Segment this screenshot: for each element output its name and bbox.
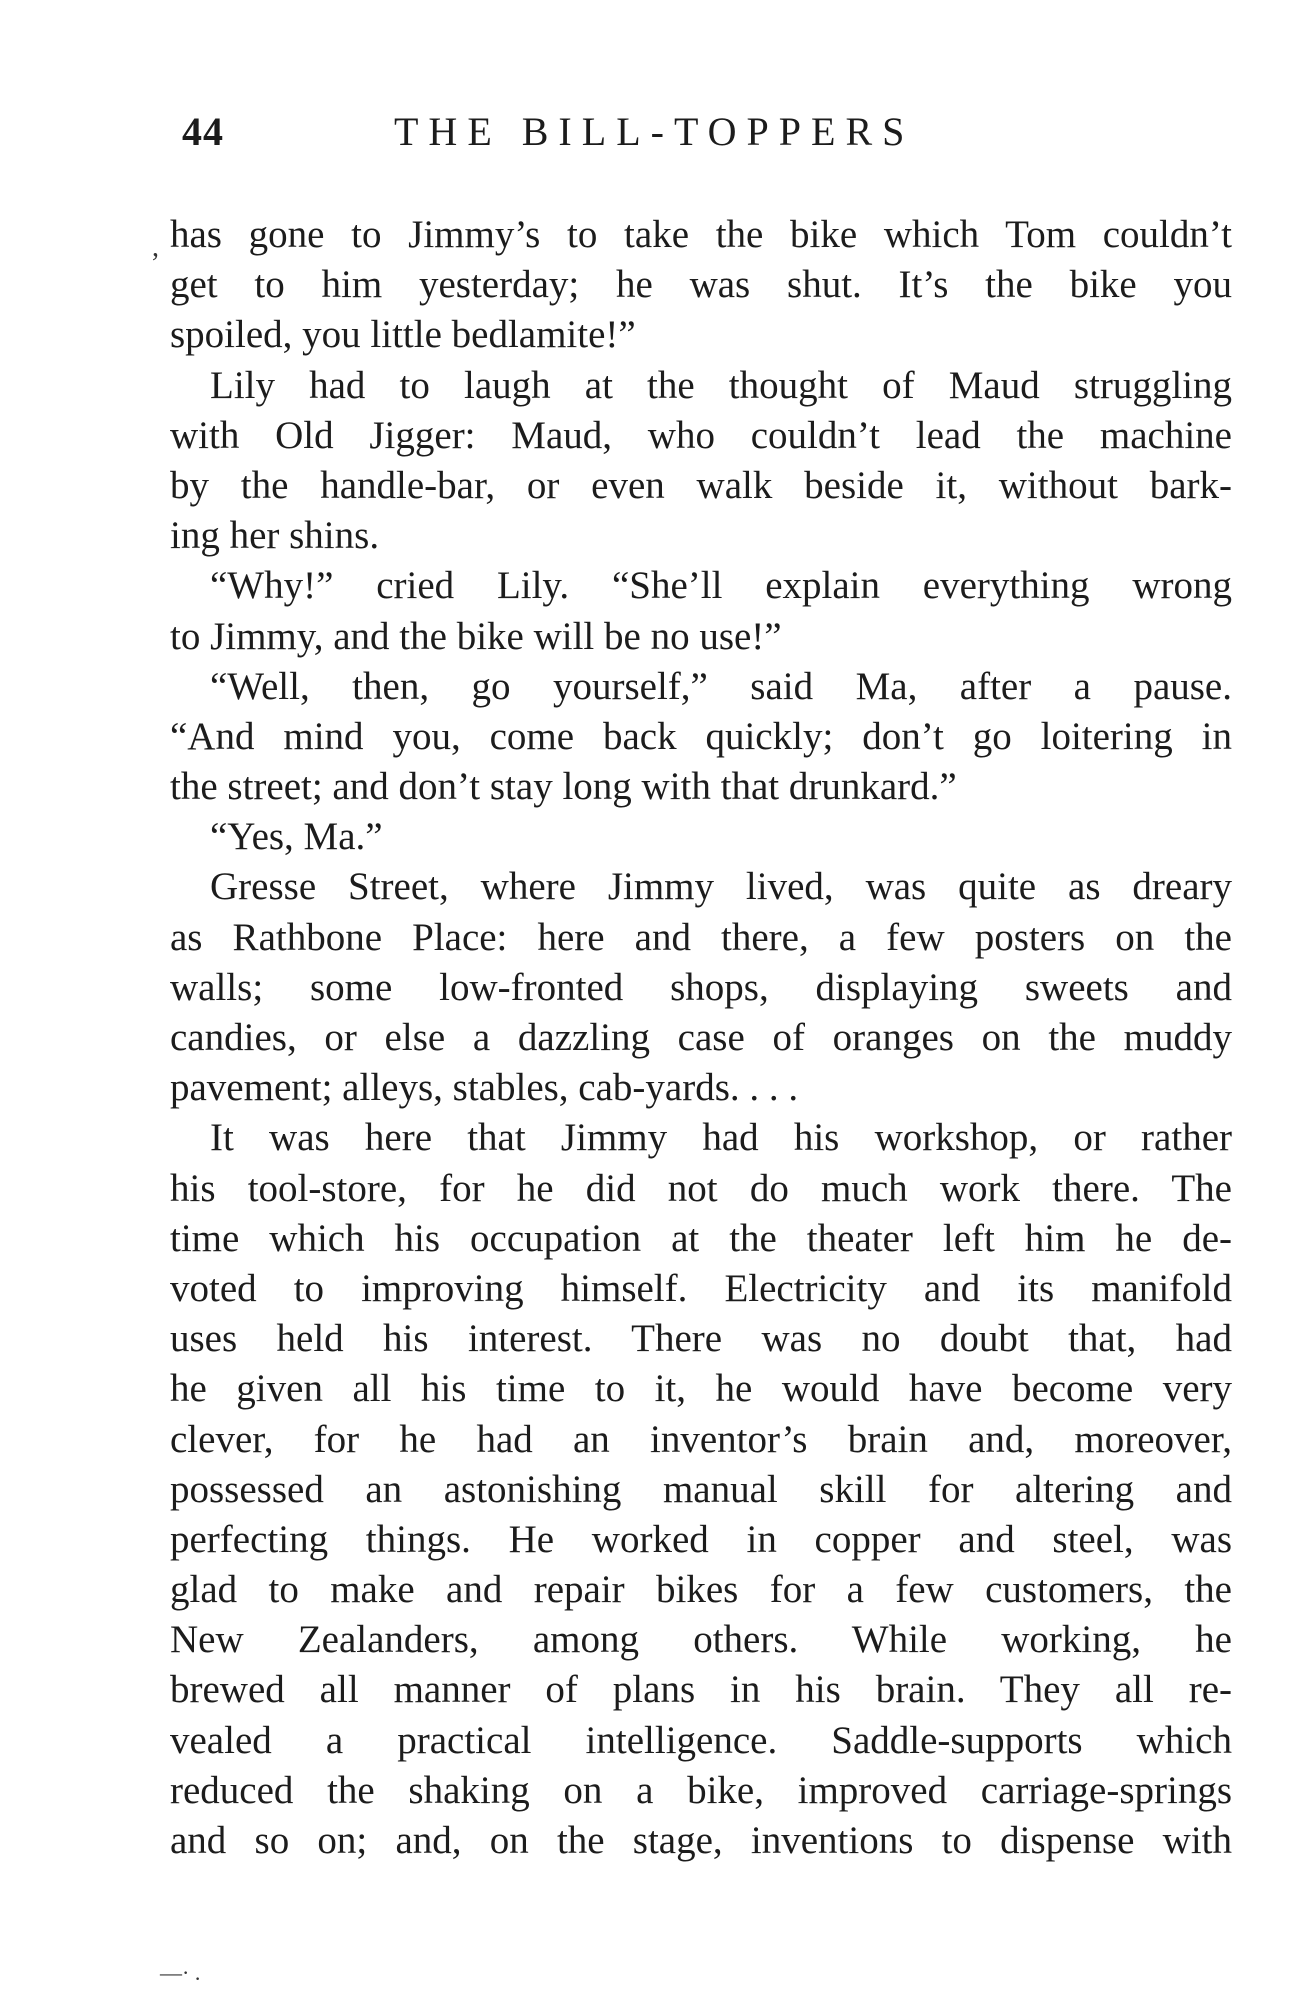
text-line: reduced the shaking on a bike, improved carriage-springs: [170, 1768, 1232, 1812]
text-line: perfecting things. He worked in copper and steel, was: [170, 1517, 1232, 1561]
print-speck: —· .: [160, 1960, 201, 1985]
text-line: “Well, then, go yourself,” said Ma, after a pause.: [210, 664, 1232, 708]
text-line: uses held his interest. There was no doubt that, had: [170, 1317, 1232, 1361]
text-line: time which his occupation at the theater left him he de-: [170, 1216, 1232, 1260]
running-title: THE BILL-TOPPERS: [394, 109, 915, 154]
text-line: New Zealanders, among others. While working, he: [170, 1618, 1232, 1662]
text-line: glad to make and repair bikes for a few customers, the: [170, 1568, 1232, 1612]
text-line: with Old Jigger: Maud, who couldn’t lead the machine: [170, 413, 1232, 457]
text-line: voted to improving himself. Electricity and its manifold: [170, 1266, 1232, 1310]
text-line: “Why!” cried Lily. “She’ll explain everything wrong: [210, 564, 1232, 608]
text-line: he given all his time to it, he would have become very: [170, 1367, 1232, 1411]
text-line: “And mind you, come back quickly; don’t go loitering in: [170, 714, 1232, 758]
body-text: [170, 210, 1232, 1866]
book-page: [152, 0, 1232, 1997]
text-line: candies, or else a dazzling case of oranges on the muddy: [170, 1016, 1232, 1059]
text-line: “Yes, Ma.”: [210, 815, 383, 859]
page-number: 44: [182, 109, 224, 154]
text-line: It was here that Jimmy had his workshop, or rather: [210, 1116, 1232, 1160]
text-line: possessed an astonishing manual skill for altering and: [170, 1467, 1232, 1511]
text-line: brewed all manner of plans in his brain. They all re-: [170, 1668, 1232, 1712]
text-line: as Rathbone Place: here and there, a few posters on the: [170, 915, 1232, 959]
text-line: Lily had to laugh at the thought of Maud struggling: [210, 363, 1232, 407]
text-line: get to him yesterday; he was shut. It’s the bike you: [170, 263, 1232, 307]
text-line: spoiled, you little bedlamite!”: [170, 313, 636, 357]
text-line: ing her shins.: [170, 514, 380, 558]
text-line: vealed a practical intelligence. Saddle-supports which: [170, 1718, 1232, 1762]
text-line: by the handle-bar, or even walk beside it, without bark-: [170, 463, 1232, 507]
text-line: and so on; and, on the stage, inventions to dispense with: [170, 1819, 1232, 1862]
text-line: his tool-store, for he did not do much work there. The: [170, 1166, 1232, 1210]
running-head: [182, 108, 1232, 168]
text-line: walls; some low-fronted shops, displaying sweets and: [170, 965, 1232, 1009]
text-line: Gresse Street, where Jimmy lived, was quite as dreary: [210, 865, 1232, 909]
text-line: pavement; alleys, stables, cab-yards. . . .: [170, 1066, 799, 1110]
print-speck: ,: [152, 232, 159, 263]
text-line: the street; and don’t stay long with that drunkard.”: [170, 765, 957, 809]
text-line: to Jimmy, and the bike will be no use!”: [170, 614, 782, 658]
text-line: has gone to Jimmy’s to take the bike which Tom couldn’t: [170, 213, 1232, 256]
text-line: clever, for he had an inventor’s brain and, moreover,: [170, 1417, 1232, 1461]
